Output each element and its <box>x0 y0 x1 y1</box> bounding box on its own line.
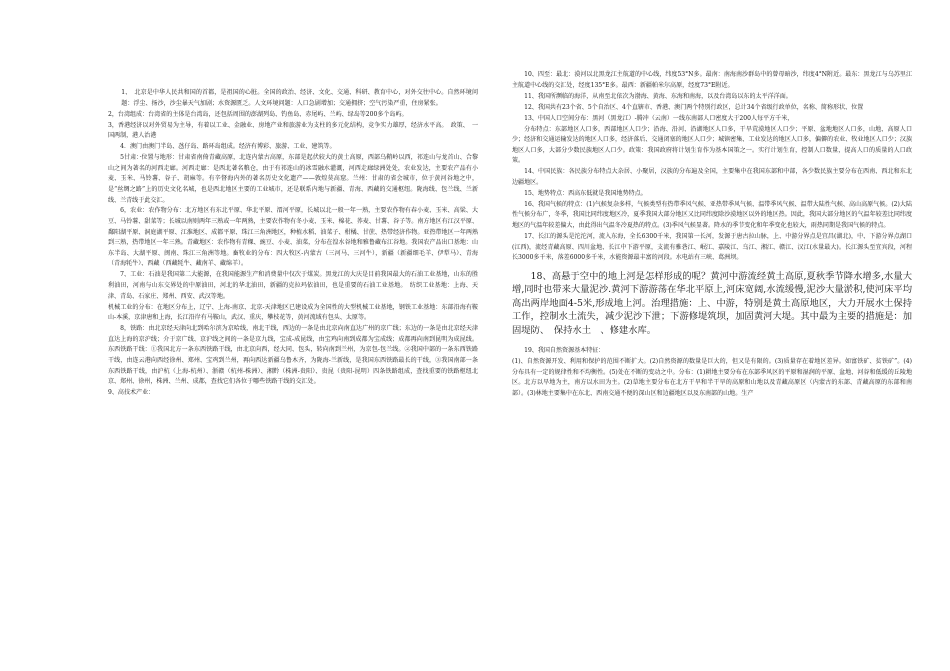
paragraph-agriculture: 6，农业：农作物分布：北方地区有东北平原、华北平原、渭河平原，长城以北一般一年一熟，主要农作物有春小麦、玉米、高粱、大豆、马铃薯、甜菜等；长城以南则两年三熟或一年两熟，主要农作物有冬小麦、玉米、棉花、荞麦、甘薯、谷子等。南方地区有江汉平原、鄱阳湖平原、洞庭湖平原、江淮地区、成都平原、珠江三角洲地区，种植水稻、油菜子、柑橘、甘蔗、热带经济作物。亚热带地区一年两熟到三熟，热带地区一年三熟。青藏地区：农作物有青稞、豌豆、小麦、油菜，分布在湟水谷地和雅鲁藏布江谷地。我国农产品出口基地：山东半岛、大湖平原、闽南、珠江三角洲等地。畜牧业的分布：四大牧区-内蒙古（三河马、三河牛），新疆（新疆细毛羊、伊犁马）、青海（青海牦牛）、西藏（西藏牦牛、藏南羊、藏绵羊）。 <box>108 207 478 268</box>
paragraph-seas: 11、我国所濒临的海洋，从南至北依次为渤海、黄海、东海和南海，以及台湾岛以东的太平洋洋面。 <box>524 92 792 100</box>
paragraph-machinery: 机械工业的分布：在地区分布上，辽宁、上海-南京、北京-天津地区已建设成为全国性的大型机械工业基地，钢铁工业基地：东部沿海有鞍山-本溪，京津唐和上海，长江沿岸有马鞍山，武汉、重庆，攀枝花等，黄河流域有包头、太原等。 <box>108 303 478 322</box>
paragraph-hightech: 9、高技术产业： <box>108 389 155 397</box>
paragraph-taiwan: 2，台湾组成：台湾省的主体是台湾岛，还包括周围的澎湖列岛、钓鱼岛、赤尾屿、兰屿、绿岛等200多个岛屿。 <box>108 110 408 118</box>
paragraph-population: 13、中国人口空间分布：黑河（黑龙江）-腾冲（云南）一线东南部人口密度大于200人每平方千米， <box>524 114 794 122</box>
paragraph-provinces: 12、我国共有23个省、5个自治区、4个直辖市、香港、澳门两个特别行政区，总计34个省级行政单位，名称、简称形状、位置 <box>524 103 864 111</box>
paragraph-terrain: 15、地势特点：西高东低就是我国地势特点。 <box>524 189 647 197</box>
paragraph-railway: 8，铁路：由北京经天津向北到哈尔滨为京哈线，南北干线，西边的一条是由北京向南直达广州的京广线；东边的一条是由北京经天津直达上海的京沪线；介于京广线、京沪线之间的一条是京九线，宝成-成昆线，由宝鸡向南到成都为宝成线；成都再向南到昆明为成昆线。东西铁路干线：①我国北方一条东西铁路干线，由北京向西，经大同、包头，转向南到兰州，为京包-包兰线。②我国中部的一条东西铁路干线，由连云港向西经徐州、郑州、宝鸡到兰州，再向西达新疆乌鲁木齐，为陇海-兰新线，是我国东西铁路最长的干线，③我国南部一条东西铁路干线，由沪杭（上海-杭州）、浙赣（杭州-株洲）、湘黔（株洲-贵阳）、贵昆（贵阳-昆明）四条铁路组成，查找重要的铁路枢纽北京、郑州、徐州，株洲、兰州、成都，查找它们各位于哪些铁路干线的交汇处。 <box>108 325 478 386</box>
paragraph-resources-body: (1)、自然资源开发、利用和保护的范围不断扩大。(2)自然资源的数量是巨大的，但又是有限的。(3)质量存在着地区差异。如富铁矿、贫铁矿”。(4)分布具有一定的规律性和不均衡性。(5)处在不断的变动之中。分布：(1)耕地主要分布在东部季风区的平原和湿润的平原、盆地、河谷和低缓的丘陵地区。北方以旱地为主，南方以水田为主。(2)草地主要分布在北方干旱和半干旱的高原和山地以及青藏高原区（内蒙古的东部、青藏高原的东部和南部）。(3)林地主要集中在东北、西南交通不便的深山区和边疆地区以及东南部的山地。生产 <box>512 358 912 398</box>
paragraph-gansu: 5甘肃：·位置与地形：甘肃省南倚青藏高原，北连内蒙古高原，东部是起伏较大的黄土高原，西部乌鞘岭以西，祁连山与龙首山、合黎山之间为著名的河西走廊。河西走廊：是西北著名粮仓，由于有祁连山的冰雪融水灌溉，河西走廊绿洲处处，农业发达，主要农产品有小麦、玉米、马铃薯、谷子、胡麻等。有辛督海内外的著名历史文化遗产——敦煌莫高窟。兰州：甘肃的省会城市，位于黄河谷地之中，是“丝绸之路”上的历史文化名城，也是西北地区主要的工业城市，还是联系内地与新疆、青海、西藏的交通枢纽。陇海线、包兰线、兰新线、兰青线于此交汇。 <box>108 154 478 204</box>
paragraph-resources-title: 19、我国自然资源基本特征： <box>524 347 605 355</box>
left-column <box>108 88 478 668</box>
paragraph-beijing: 1、 北京是中华人民共和国的首都，是祖国的心脏。全国的政治、经济、文化、交通、科研、教育中心，对外交往中心。自然环境问题：浮尘、扬沙，沙尘暴天气加剧；水资源匮乏。人文环境问题：人口急剧增加；交通拥挤；空气污染严重，住房紧张。 <box>121 89 478 107</box>
paragraph-population-distribution: 分布特点：东部地区人口多，西部地区人口少；沿海、沿河、沿湖地区人口多，干旱荒漠地区人口少；平原、盆地地区人口多，山地、高原人口少；经济和交通运输发达的地区人口多，经济落后、交通闭塞的地区人口少；城镇密集、工业发达的地区人口多，偏僻的农业、牧业地区人口少；汉族地区人口多，大部分少数民族地区人口少。政策：我国政府将计划生育作为基本国策之一。实行计划生育，控制人口数量，提高人口的质量的人口政策。 <box>512 125 912 165</box>
paragraph-ethnic-groups: 14、中国民族：各民族分布特点大杂居、小聚居，汉族的分布遍及全国，主要集中在我国东部和中部，各少数民族主要分布在西南、西北和东北边疆地区。 <box>512 168 912 186</box>
paragraph-macau: 4．澳门由澳门半岛、氹仔岛、路环岛组成。经济有博彩、旅游、工业、建筑等。 <box>120 143 336 151</box>
paragraph-hongkong: 3，香港经济以对外贸易为主导，有着以工业、金融业、房地产业和旅游业为支柱的多元化结构，竞争实力雄厚，经济水平高。 政策、 一国两制，港人治港 <box>108 121 478 140</box>
paragraph-climate: 16、我国气候的特点：(1)气候复杂多样，气候类型有热带季风气候、亚热带季风气候、温带季风气候、温带大陆性气候、高山高原气候。(2)大陆性气候分布广，冬季，我国比同纬度地区冷，夏季我国大部分地区又比同纬度除沙漠地区以外的地区热。因此，我国大部分地区的气温年较差比同纬度地区的气温年较差偏大，由此得出气温冬冷夏热的特点。(3)季风气候显著。降水的季节变化和年季变化也较大，雨热同期是我国气候的特点。 <box>512 200 912 230</box>
paragraph-industry: 7、工业：石油是我国第二大能源，在我国能源生产和消费量中仅次于煤炭。黑龙江的大庆是目前我国最大的石油工业基地，山东的胜利油田，河南与山东交界处的中原油田，河北的华北油田，新疆的克拉玛依油田，也是重要的石油工业基地。 纺织工业基地：上海、天津、青岛、石家庄、郑州、西安、武汉等地。 <box>108 271 478 300</box>
right-column <box>512 70 912 668</box>
paragraph-yangtze: 17、长江的源头是沱沱河，流入东海，全长6300千米，我国第一长河，发源于唐古拉山脉，上、中游分界点是宜昌(湖北)，中、下游分界点湖口(江西)，流经青藏高原、四川盆地、长江中下游平原，支流有雅砻江、岷江、嘉陵江、乌江、湘江、赣江、汉江(水量最大)。长江源头至宜宾段，河程长3000多千米，落差6000多千米，水能资源最丰富的河段。水电站有三峡、葛洲坝。 <box>512 233 912 262</box>
paragraph-extremes: 10、四至：最北：漠河以北黑龙江主航道的中心线，纬度53°N多。最南：南海南沙群岛中的曾母暗沙，纬度4°N附近。最东：黑龙江与乌苏里江主航道中心线的交汇处，经度135°E多。最西：新疆帕米尔高原，经度73°E附近。 <box>512 71 912 89</box>
question-18-yellow-river: 18、高悬于空中的地上河是怎样形成的呢？黄河中游流经黄土高原,夏秋季节降水增多,水量大增,同时也带来大量泥沙.黄河下游游荡在华北平原上,河床宽阔,水流缓慢,泥沙大量淤积,使河床平均高出两岸地面4-5米,形成地上河。治理措施：上、中游，特别是黄土高原地区，大力开展水土保持工作，控制水土流失，减少泥沙下泄；下游修堤筑坝，加固黄河大堤。其中最为主要的措施是：加固堤防、 保持水土 、修建水库。 <box>512 270 912 336</box>
